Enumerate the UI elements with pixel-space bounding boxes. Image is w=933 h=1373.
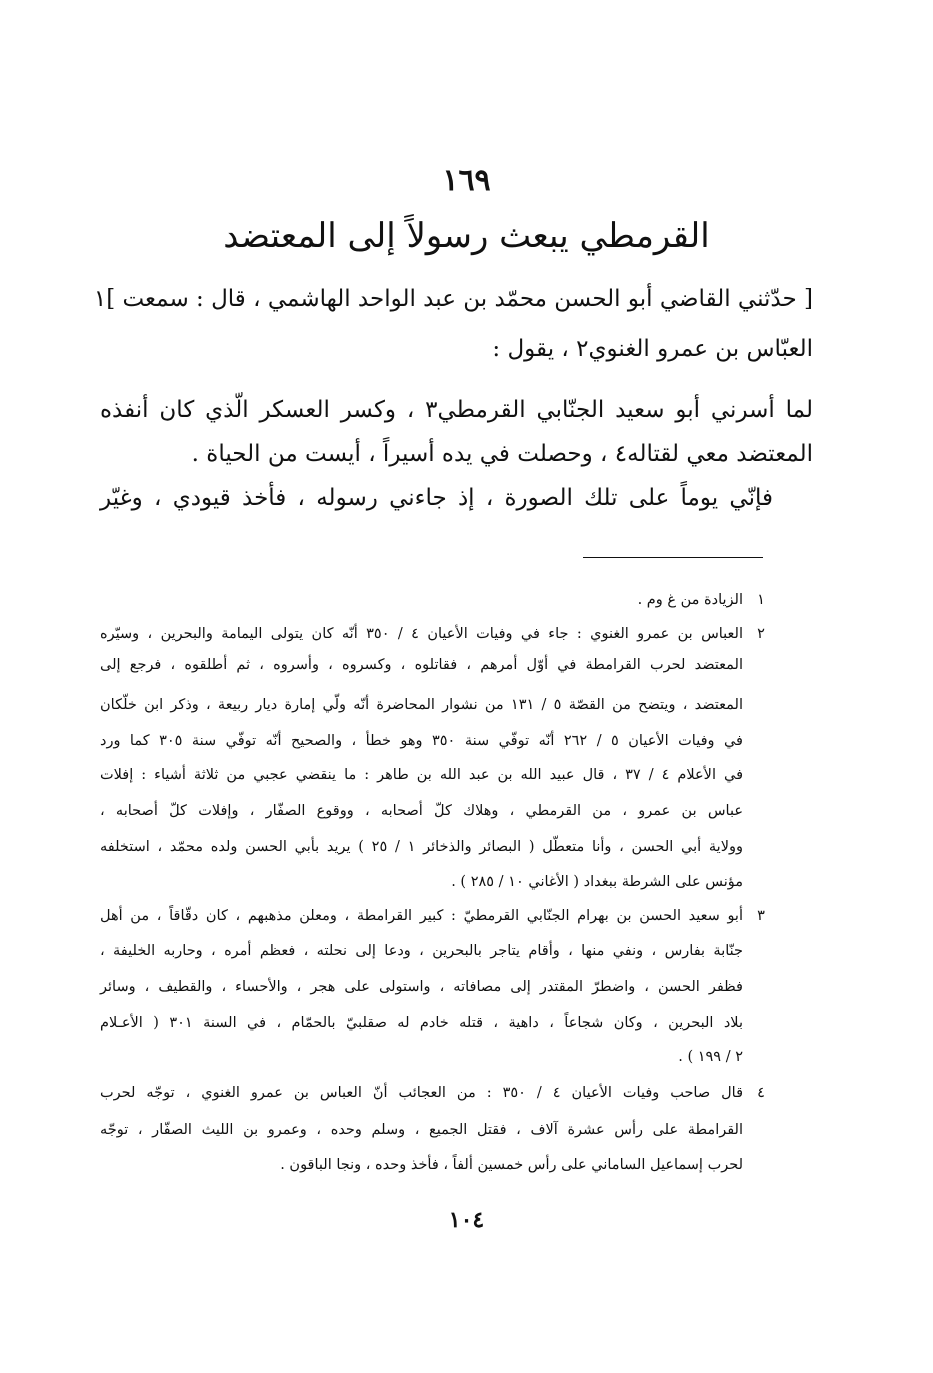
footnote-separator <box>583 557 763 558</box>
footnote-line: في وفيات الأعيان ٥ / ٢٦٢ أنّه توفّي سنة ٣٥٠ وهو خطأ ، والصحيح أنّه توفّي سنة ٣٠٥ كما ورد <box>100 733 743 749</box>
footnote-line: المعتضد لحرب القرامطة في أوّل أمرهم ، فقاتلوه ، وكسروه ، وأسروه ، ثم أطلقوه ، فرجع إلى <box>100 657 743 673</box>
footnote-line: فظفر الحسن ، واضطرّ المقتدر إلى مصافاته ، واستولى على هجر ، والأحساء ، والقطيف ، وسائر <box>100 979 743 995</box>
body-line-3: لما أسرني أبو سعيد الجنّابي القرمطي٣ ، وكسر العسكر الّذي كان أنفذه <box>100 397 813 423</box>
footnote-line: أبو سعيد الحسن بن بهرام الجنّابي القرمطيّ : كبير القرامطة ، ومعلن مذهبهم ، كان دقّاقاً ، من أهل <box>100 908 743 924</box>
footnote-line: مؤنس على الشرطة ببغداد ( الأغاني ١٠ / ٢٨٥ ) . <box>451 874 743 890</box>
body-line-4: المعتضد معي لقتاله٤ ، وحصلت في يده أسيراً ، أيست من الحياة . <box>191 441 813 467</box>
footnote-line: عباس بن عمرو ، من القرمطي ، وهلاك كلّ أصحابه ، ووقوع الصفّار ، وإفلات كلّ أصحابه ، <box>100 803 743 819</box>
footnote-number: ١ <box>757 592 765 608</box>
body-line-1: [ حدّثني القاضي أبو الحسن محمّد بن عبد الواحد الهاشمي ، قال : سمعت ]١ <box>93 286 813 312</box>
footnote-line: ٢ / ١٩٩ ) . <box>678 1049 743 1065</box>
footnote-line: المعتضد ، ويتضح من القصّة ٥ / ١٣١ من نشوار المحاضرة أنّه ولّي إمارة ديار ربيعة ، وذكر ابن خلّكان <box>100 697 744 713</box>
footnote-line: في الأعلام ٤ / ٣٧ ، قال عبيد الله بن عبد الله بن طاهر : ما ينقضي عجبي من ثلاثة أشياء : إفلات <box>100 767 743 783</box>
page-title: القرمطي يبعث رسولاً إلى المعتضد <box>223 216 710 256</box>
body-line-2: العبّاس بن عمرو الغنوي٢ ، يقول : <box>492 336 813 362</box>
footnote-number: ٤ <box>757 1085 765 1101</box>
footnote-line: بلاد البحرين ، وكان شجاعاً ، داهية ، قتله خادم له صقلبيّ بالحمّام ، في السنة ٣٠١ ( الأعـلام <box>100 1015 743 1031</box>
footnote-line: العباس بن عمرو الغنوي : جاء في وفيات الأعيان ٤ / ٣٥٠ أنّه كان يتولى اليمامة والبحرين ، وسيّره <box>100 626 744 642</box>
footnote-number: ٢ <box>757 626 765 642</box>
footnote-line: وولاية أبي الحسن ، وأنا متعطّل ( البصائر والذخائر ١ / ٢٥ ) يريد بأبي الحسن ولده محمّد ، استخلفه <box>100 839 743 855</box>
footnote-line: لحرب إسماعيل الساماني على رأس خمسين ألفاً ، فأخذ وحده ، ونجا الباقون . <box>280 1157 743 1173</box>
footnote-number: ٣ <box>757 908 765 924</box>
page-number: ١٠٤ <box>448 1207 485 1233</box>
footnote-line: القرامطة على رأس عشرة آلاف ، فقتل الجميع ، وسلم وحده ، وعمرو بن الليث الصفّار ، توجّه <box>100 1122 744 1138</box>
footnote-line: جنّابة بفارس ، ونفي منها ، وأقام يتاجر بالبحرين ، ودعا إلى نحلته ، فعظم أمره ، وحاربه الخليفة ، <box>100 943 743 959</box>
body-line-5: فإنّي يوماً على تلك الصورة ، إذ جاءني رسوله ، فأخذ قيودي ، وغيّر <box>100 485 773 511</box>
footnote-line: الزيادة من غ وم . <box>637 592 743 608</box>
footnote-line: قال صاحب وفيات الأعيان ٤ / ٣٥٠ : من العجائب أنّ العباس بن عمرو الغنوي ، توجّه لحرب <box>100 1085 744 1101</box>
story-number: ١٦٩ <box>442 163 491 198</box>
